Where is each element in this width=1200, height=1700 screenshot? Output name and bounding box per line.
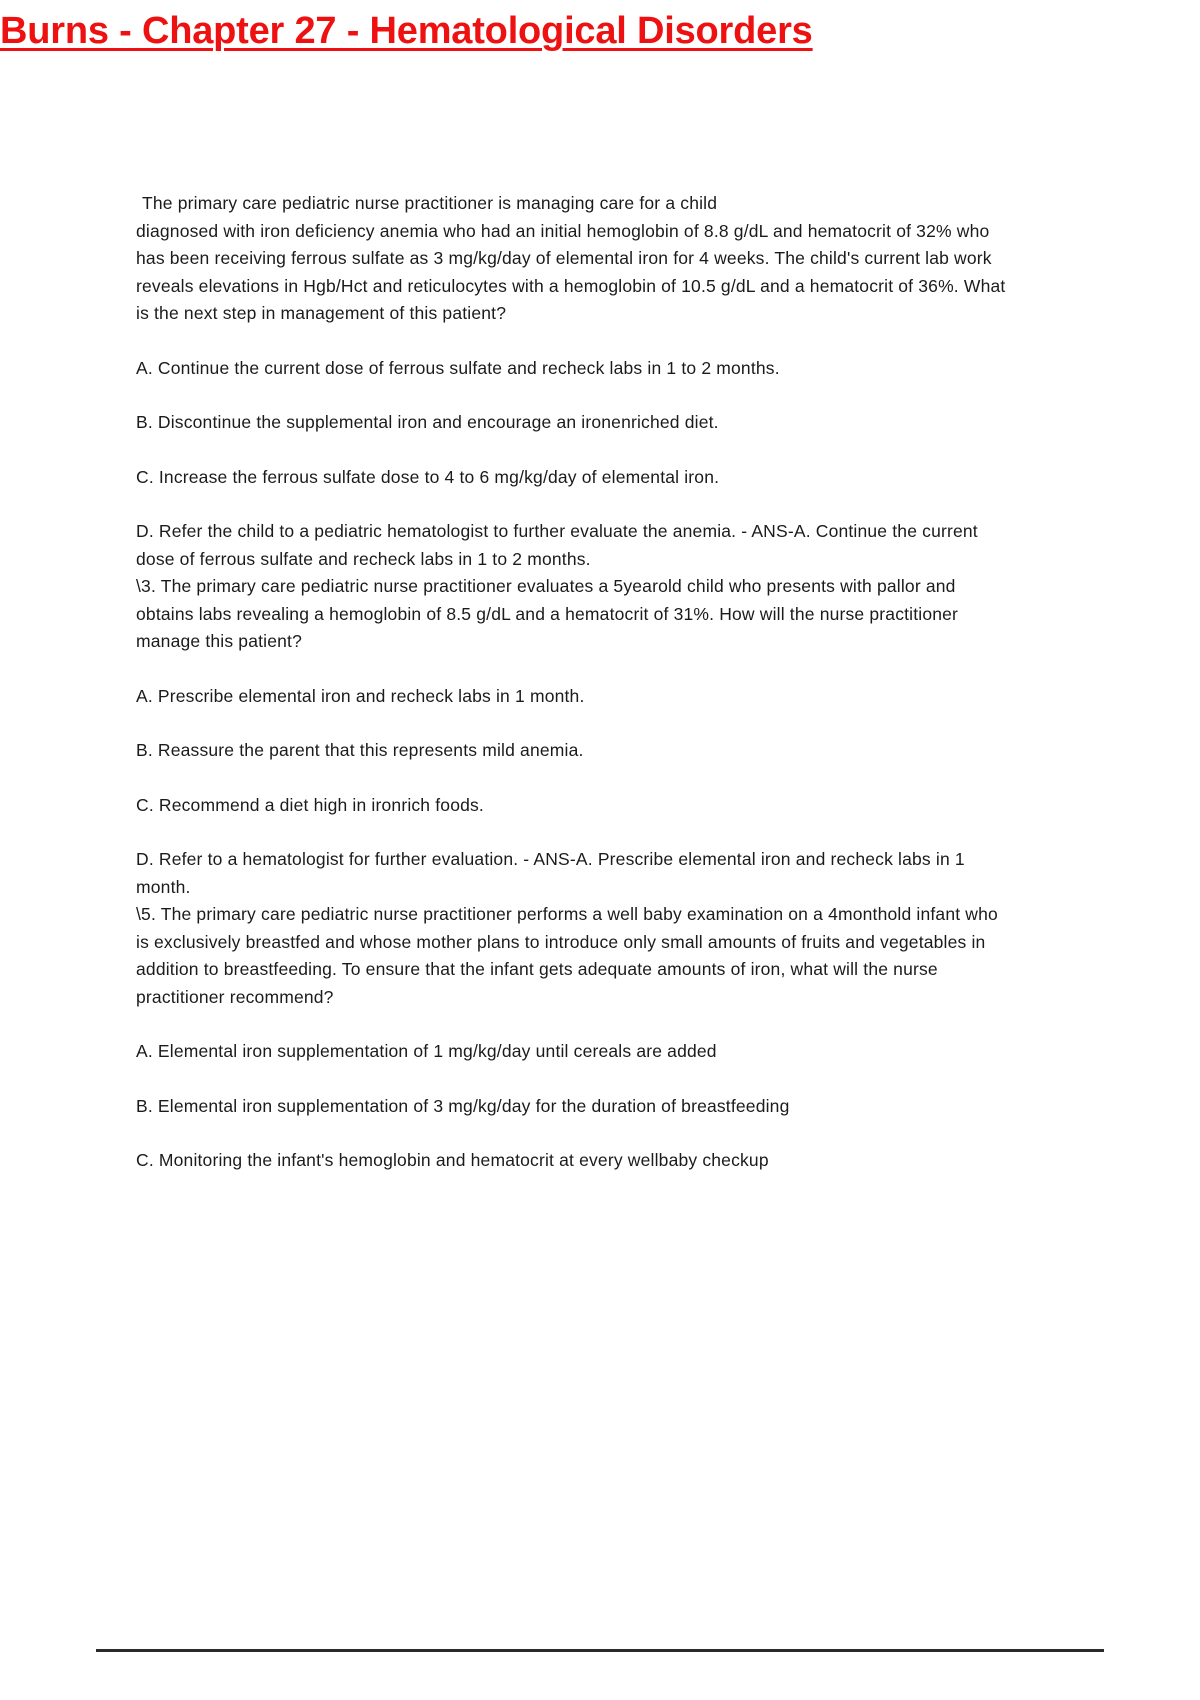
q1-stem-line-2: diagnosed with iron deficiency anemia who had an initial hemoglobin of 8.8 g/dL and hematocrit of 32% who has been receiving ferrous sulfate as 3 mg/kg/day of elemental iron for 4 weeks. The child's current lab work reveals elevations in Hgb/Hct and reticulocytes with a hemoglobin of 10.5 g/dL and a hematocrit of 36%. What is the next step in management of this patient? [136,220,1006,323]
q1-option-c: C. Increase the ferrous sulfate dose to 4 to 6 mg/kg/day of elemental iron. [136,466,720,487]
page-title [0,0,1200,62]
document-body [136,128,1010,1175]
q5-stem: \5. The primary care pediatric nurse practitioner performs a well baby examination on a 4monthold infant who is exclusively breastfed and whose mother plans to introduce only small amounts of fruits and vegetables in addition to breastfeeding. To ensure that the infant gets adequate amounts of iron, what will the nurse practitioner recommend? [136,904,998,1007]
q5-option-a: A. Elemental iron supplementation of 1 mg/kg/day until cereals are added [136,1041,717,1061]
q3-option-d: D. Refer to a hematologist for further evaluation. - ANS-A. Prescribe elemental iron and recheck labs in 1 month. [136,849,965,897]
q1-option-d: D. Refer the child to a pediatric hematologist to further evaluate the anemia. - ANS-A. Continue the current dose of ferrous sulfate and recheck labs in 1 to 2 months. [136,521,978,569]
q1-option-b: B. Discontinue the supplemental iron and encourage an ironenriched diet. [136,412,719,432]
q1-option-a: A. Continue the current dose of ferrous sulfate and recheck labs in 1 to 2 months. [136,357,780,378]
page-title-text: Burns - Chapter 27 - Hematological Disorders [0,10,813,52]
page-bottom-rule [96,1649,1104,1652]
q5-option-c: C. Monitoring the infant's hemoglobin and hematocrit at every wellbaby checkup [136,1150,769,1170]
q5-option-b: B. Elemental iron supplementation of 3 mg/kg/day for the duration of breastfeeding [136,1095,790,1116]
q3-option-c: C. Recommend a diet high in ironrich foods. [136,794,484,815]
q1-stem-line-1: The primary care pediatric nurse practitioner is managing care for a child [142,193,718,213]
q3-option-b: B. Reassure the parent that this represents mild anemia. [136,740,584,760]
q3-stem: \3. The primary care pediatric nurse practitioner evaluates a 5yearold child who presents with pallor and obtains labs revealing a hemoglobin of 8.5 g/dL and a hematocrit of 31%. How will the nurse practitioner manage this patient? [136,576,959,651]
q3-option-a: A. Prescribe elemental iron and recheck labs in 1 month. [136,685,585,706]
question-block-1 [136,190,1010,1175]
